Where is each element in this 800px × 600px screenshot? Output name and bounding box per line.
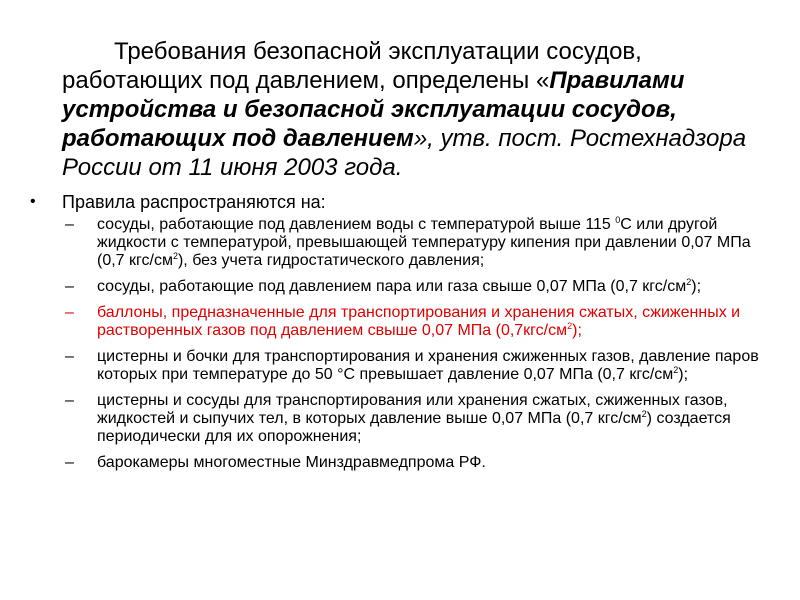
list-item-highlighted: – баллоны, предназначенные для транспортирования и хранения сжатых, сжиженных и растворенных газов под давлением свыше 0,07 МПа $(0,7кгс/см^2)$; [65, 304, 741, 339]
superscript: 2 [673, 365, 679, 375]
list-item: – цистерны и бочки для транспортирования и хранения сжиженных газов, давление паров которых при температуре до 50 °С превышает давление 0,07 МПа (0,7 кгс/$см^2$); [65, 348, 759, 383]
heading-text-part1: Требования безопасной эксплуатации сосудов, работающих под давлением, определены « [62, 38, 642, 94]
dash-marker: – [65, 348, 74, 365]
slide-heading [62, 37, 772, 182]
superscript: 2 [567, 321, 573, 331]
heading-text-part2: », утв. пост. Ростехнадзора России от 11 июня 2003 года. [62, 125, 747, 181]
scope-list [65, 216, 777, 480]
heading-rules-title: Правилами устройства и безопасной эксплуатации сосудов, работающих под давлением [62, 67, 685, 152]
list-item: – барокамеры многоместные Минздравмедпрома РФ. [65, 454, 486, 471]
dash-marker: – [65, 304, 74, 321]
dash-marker: – [65, 454, 74, 471]
list-item: – цистерны и сосуды для транспортирования или хранения сжатых, сжиженных газов, жидкостей и сыпучих тел, в которых давление выше 0,07 МПа (0,7 кгс/$см^2$) создается периодически для их опорожнения; [65, 392, 731, 445]
superscript: 2 [641, 409, 647, 419]
dash-marker: – [65, 392, 74, 409]
list-item: – сосуды, работающие под давлением пара или газа свыше 0,07 МПа (0,7 кгс/$см^2$); [65, 277, 702, 295]
bullet-marker: • [30, 193, 36, 210]
superscript: 2 [172, 251, 178, 261]
degree-superscript: 0 [615, 215, 621, 225]
bullet-text: Правила распространяются на: [62, 192, 326, 212]
dash-marker: – [65, 278, 74, 295]
list-item: – сосуды, работающие под давлением воды с температурой выше 115 $^0$С или другой жидкости с температурой, превышающей температуру кипения при давлении 0,07 МПа (0,7 кгс/$см^2$), без учета гидростатического давления; [65, 215, 751, 269]
dash-marker: – [65, 216, 74, 233]
superscript: 2 [686, 277, 692, 287]
